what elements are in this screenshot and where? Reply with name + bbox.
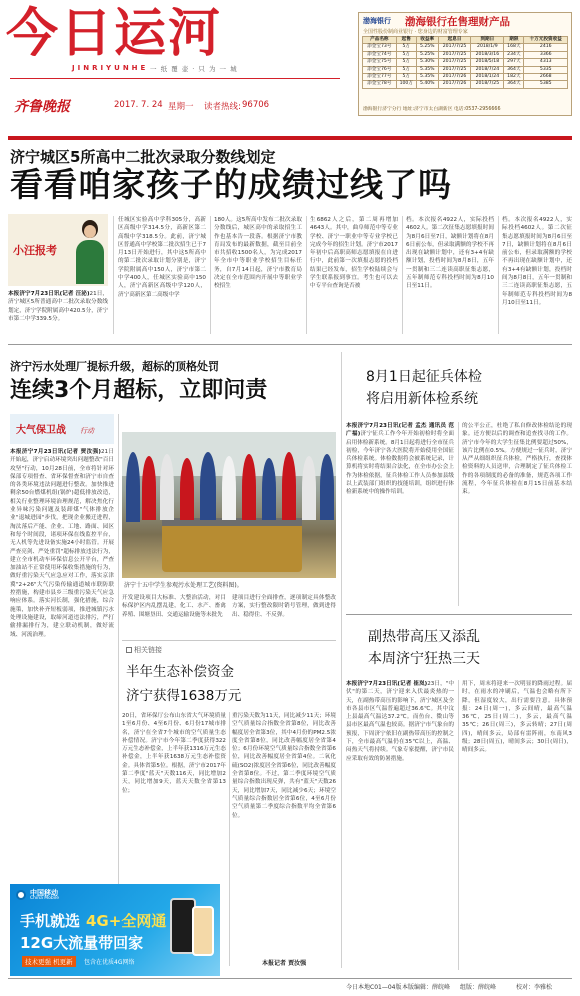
sewage-kicker: 济宁污水处理厂提标升级，超标的顶格处罚: [10, 360, 219, 373]
ad-line1b: 4G+全网通: [86, 912, 167, 930]
table-cell: 2017/7/26: [438, 74, 471, 81]
related-link-label: [126, 645, 162, 655]
lead-col6-text: 档。本次报名4922人，实际投档4602人。第二次征集志愿填报时间为8月6日至7日，缺额计划将在8月6日前公布，但录取满额的学校不再出现在缺额计划中，还有3+4有缺额计划，投档时间为8月8日，五年一贯制和三二连读高职征集志愿，五年制师范专科投档时间为8月10日至11日。: [502, 217, 572, 306]
reporter-avatar: [76, 220, 104, 284]
table-cell: 5万: [396, 66, 416, 73]
heat-col1-text: 23日，"中伏"的第二天，济宁迎来入伏最炎热的一天，在副热带高压的影响下，济宁城区及全市各县市区气温普遍超过36.6℃。其中汶上县最高气温达37.2℃。而鱼台、微山等县市区最高气温也较高。据济宁市气象台的预报，下周济宁依旧在副热带高压的控制之下，全市最高气温仍在35℃以上，高温、闷热天气将持续。气象专家提醒，济宁市民应采取有效的防暑措施。: [346, 681, 454, 762]
table-cell: 4313: [524, 59, 568, 66]
table-header: 起售: [396, 37, 416, 44]
ad-brand-en: China Mobile: [30, 896, 60, 901]
table-row: [363, 81, 568, 88]
eco-col2: 重污染天数为11天，同比减少11天；环境空气质量综合指数全省第8位，同比改善幅度居全省第3位，其中4月份的PM2.5浓度全省第8位，同比改善幅度居全省第4位；6月份环境空气质量综合指数全省第6位，同比改善幅度居全省第4位。二氧化硫(SO2)浓度居全省第6位，同比改善幅度全省第8位。不过，第二季度环境空气质量综合指数出现反弹，共有"蓝天"天数26天，同比增加7天，同比减少6天；环境空气质量综合指数居全省第6位，4至6月份空气质量第二季度综合指数平均全省第6位。: [232, 713, 336, 819]
table-cell: 3366: [524, 51, 568, 58]
ad-tag: 技术更强 机更新: [22, 956, 76, 967]
masthead-title: 今日运河: [6, 4, 223, 64]
sewage-left-text: 21日开始起，济宁启动环境突出问题整改"百日攻坚"行动，10月28日前，全市将针对环保部专项督查、省环保督查和济宁市自查的各类环境违法问题进行整改。加快推进剩余50台燃煤机组(锅炉)超低排放改造，相关行业整理环境治理规范，解决焦化行业异味污染问题及装卸煤"气体排放企业"退城进园"步伐，把现企业搬迁进程，淘汰落后产能、企业、工地、路面、园区和每个时间段，诸项环保在线监控平台，无人机等先进设备实施24小时监管。开展严查亮剑、严处重罚"超标排放违法行为，建立全市机动车环保信息公开平台，严查加油站不正常使用环保收集措施的行为，做好重污染天气应急应对工作，落实京津冀"2+26"大气污染传输通道城市联防联控措施，构建市县乡三级重污染天气应急响应体系。落实河长制，强化措施，综合施策，加快补齐短板弱项，推进城镇污水处理设施建设，取缔河道违法排污，严打偷排漏排行为，建立联动机制，做好流域、河流治理。: [10, 449, 114, 638]
table-cell: 5.35%: [416, 74, 438, 81]
table-cell: 添金宝78号: [363, 81, 397, 88]
footer-designer: 组版：薛皖峰: [460, 984, 497, 991]
table-cell: 5.30%: [416, 59, 438, 66]
hotline-label: 读者热线:: [204, 102, 241, 112]
bank-ad[interactable]: [358, 12, 572, 116]
lead-byline: 本报济宁7月23日讯(记者 汪泌): [8, 291, 90, 297]
heat-col2: 用下，周末将迎来一次明显的降雨过程。届时，在雨水的冲刷后，气温也会略有所下降，但湿度较大，出行需要注意。具体预报：24日(周一)，多云间晴，最高气温36℃，25日(周二)，多云，最高气温35℃；26日(周三)，多云转晴；27日(周四)，晴间多云，局部有雷阵雨，东南风3级；28日(周五)，晴间多云；30日(周日)，晴间多云。: [462, 681, 572, 754]
eco-subhead-1: 半年生态补偿资金: [126, 664, 234, 680]
army-col1: [346, 422, 454, 606]
army-col1-text: 济宁征兵工作今年开始初检时将全面启用体检新系统。8月1日起将进行全市征兵初检，今年济宁各大医院将开始使用全国征兵体检系统。体检数据将会被系统记录，计算机将实时将结果合法化，在全市办公会上作为体检依据，征兵体检工作人员参加县级以上武装部门组织的技能培训，组织进行体检新系统中的操作培训。: [346, 431, 454, 496]
table-cell: 5.35%: [416, 66, 438, 73]
table-cell: 添金宝74号: [363, 51, 397, 58]
related-link-icon: [126, 647, 132, 653]
table-cell: 2018/5/18: [471, 59, 504, 66]
table-cell: 5万: [396, 44, 416, 51]
bank-name: 渤海银行: [363, 17, 391, 25]
table-cell: 5万: [396, 51, 416, 58]
column-tag: 小汪报考: [13, 244, 57, 257]
ad-brand: 中国移动: [30, 889, 58, 897]
eco-subhead-2: 济宁获得1638万元: [126, 688, 242, 704]
footer-editor: 本版编辑：薛皖峰: [402, 984, 451, 991]
china-mobile-ad[interactable]: [10, 884, 220, 976]
sewage-photo: [122, 432, 336, 578]
table-cell: 2018/7/25: [471, 81, 504, 88]
bank-ad-title: 渤海银行在售理财产品: [405, 16, 510, 28]
phone-image: [192, 906, 214, 956]
masthead-pinyin: JINRIYUNHE: [72, 64, 149, 72]
table-header-row: [363, 37, 568, 44]
table-cell: 234天: [504, 51, 524, 58]
table-cell: 5.40%: [416, 81, 438, 88]
heat-col1: [346, 680, 454, 970]
bank-product-table: [362, 36, 568, 89]
table-cell: 2416: [524, 44, 568, 51]
column-tag-box: [8, 214, 108, 286]
bank-ad-subtitle: 全国性股份制商业银行 · 您身边的财富管理专家: [363, 29, 468, 35]
table-header: 十万元投资收益: [524, 37, 568, 44]
table-cell: 2018/3/16: [471, 51, 504, 58]
sewage-byline: 本报济宁7月23日讯(记者 贾汝强): [10, 449, 101, 455]
sewage-mid-col2: 建项目进行全面排查，逐项制定具体整改方案，实行整改限时销号管理，做到进得出、稳得住、不反弹。: [232, 595, 336, 618]
army-headline-2: 将启用新体检系统: [366, 391, 478, 407]
ad-tag2: 包含在优质4G网络: [84, 959, 135, 966]
table-cell: 添金宝75号: [363, 59, 397, 66]
heat-headline-2: 本周济宁狂热三天: [368, 651, 480, 667]
table-cell: 5.25%: [416, 44, 438, 51]
paper-logo: 齐鲁晚报: [14, 99, 70, 115]
table-cell: 添金宝73号: [363, 44, 397, 51]
table-cell: 2018/7/24: [471, 66, 504, 73]
photo-caption: 济宁十五中学生参观污水处理工艺(资料图)。: [124, 582, 243, 589]
heat-byline: 本报济宁7月23日讯(记者 崔岚): [346, 681, 428, 687]
table-cell: 364天: [504, 66, 524, 73]
table-cell: 2017/7/25: [438, 44, 471, 51]
table-header: 期限: [504, 37, 524, 44]
table-cell: 100万: [396, 81, 416, 88]
table-row: [363, 44, 568, 51]
ad-line1: 手机就选: [20, 912, 81, 930]
hotline-number: 96706: [242, 100, 270, 110]
table-row: [363, 66, 568, 73]
table-cell: 168天: [504, 44, 524, 51]
air-campaign-tag: [10, 414, 114, 444]
footer-page-info: 今日本地C01—04版: [346, 984, 402, 991]
table-cell: 2017/7/25: [438, 66, 471, 73]
table-header: 起息日: [438, 37, 471, 44]
table-cell: 5385: [524, 81, 568, 88]
table-row: [363, 51, 568, 58]
army-headline-1: 8月1日起征兵体检: [366, 369, 482, 385]
campaign-tag-text: 大气保卫战: [16, 425, 66, 436]
lead-byline-col: [8, 290, 108, 334]
masthead-slogan: 一 纸 覆 壶 · 只 为 一 城: [150, 65, 238, 73]
table-header: 收益率: [416, 37, 438, 44]
eco-col1: 20日，省环保厅公布山东省大气环境质量1至6月份、4至6月份、6月份17城市排名，济宁在全省7个城市的空气质量生态补偿情况。济宁市今年第二季度获得322万元生态补偿金，上半年获1316万元生态补偿金，上半年获1638万元生态补偿资金。具体省第5位。根据，济宁市2017年第二季度"蓝天"天数116天，同比增加2天，同比增加9天，蓝天天数全省第13位；: [122, 713, 226, 794]
bank-ad-footer: 渤海银行济宁分行 地址:济宁市太白湖新区 电话:0537-2956666: [363, 107, 501, 112]
related-link-text: 相关链接: [134, 646, 162, 654]
table-cell: 2017/7/25: [438, 51, 471, 58]
table-cell: 2017/7/25: [438, 59, 471, 66]
table-cell: 364天: [504, 81, 524, 88]
lead-col2-text: 任城区实验高中学科305分，高新区高级中学314.5分，高新区第二高级中学318.5分。此前，济宁城区普通高中学校第二批次招生已于7月13日开始进行，其中这5所高中的第二批次录取计划分别是，济宁学院附属高中150人，济宁市第二中学400人，任城区实验高中150人，济宁高新区高级中学120人，济宁高新区第二高级中学: [118, 217, 206, 298]
table-cell: 5335: [524, 66, 568, 73]
table-row: [363, 59, 568, 66]
lead-kicker: 济宁城区5所高中二批次录取分数线划定: [10, 148, 276, 166]
table-cell: 添金宝76号: [363, 66, 397, 73]
sewage-headline: 连续3个月超标，立即问责: [10, 378, 268, 403]
table-cell: 297天: [504, 59, 524, 66]
table-cell: 添金宝77号: [363, 74, 397, 81]
table-cell: 182天: [504, 74, 524, 81]
lead-col4-text: 生6862人之后，第二周再增加4643人。其中，曲阜师范中等专业学校、济宁一职业中等专业学校已完成今年的招生计划。济宁市2017年初中后高职高师志愿填报在自进行中，此前第一次填报志愿的投档结果已经发布，招生学校陆续会与学生联系报到事宜。考生也可以去中专平台查询是否被: [310, 217, 398, 290]
issue-weekday: 星期一: [168, 102, 194, 112]
table-cell: 5.25%: [416, 51, 438, 58]
table-cell: 2018/1/9: [471, 44, 504, 51]
lead-col1-text: 21日，济宁城区5所普通高中二批次录取分数线划定，济宁学院附属高中420.5分，济宁市第二中学339.5分。: [8, 291, 108, 322]
table-cell: 5万: [396, 74, 416, 81]
table-cell: 2668: [524, 74, 568, 81]
ad-line2: 12G大流量带回家: [20, 934, 144, 952]
table-cell: 2018/1/24: [471, 74, 504, 81]
lead-headline: 看看咱家孩子的成绩过线了吗: [10, 165, 452, 204]
lead-col3-text: 180人。这5所高中发布二批次录取分数线后，城区高中的录取招生工作也基本告一段落。根据济宁市教育局发布的最新数据，截至目前全市共招收1500名人，为完成2017年全市中等职业学校招生目标任务，自7月14日起，济宁市教育局决定在全市范围内开展中等职业学校招生: [214, 217, 302, 290]
table-cell: 2017/7/26: [438, 81, 471, 88]
table-row: [363, 74, 568, 81]
table-header: 产品名称: [363, 37, 397, 44]
army-byline: 本报济宁7月23日讯(记者 孟杰 通讯员 范广福): [346, 423, 454, 438]
table-header: 到期日: [471, 37, 504, 44]
footer-proof: 校对：李雅松: [516, 984, 553, 991]
table-cell: 5万: [396, 59, 416, 66]
heat-headline-1: 副热带高压又添乱: [368, 629, 480, 645]
eco-byline: 本报记者 贾汝强: [262, 960, 307, 967]
china-mobile-logo-icon: [16, 890, 26, 900]
campaign-tag-suffix: 行动: [80, 427, 94, 435]
sewage-mid-col1: 开发建设项目大标准、大整治活动，对目标保护区内乱摆乱建，化工、水产、畜禽养殖、围塘垦田、交通运输设施等未批先: [122, 595, 226, 618]
issue-date: 2017. 7. 24: [114, 100, 163, 110]
lead-col5-text: 档。本次报名4922人，实际投档4602人。第二次征集志愿填报时间为8月6日至7日，缺额计划将在8月6日前公布，但录取满额的学校不再出现在缺额计划中，还有3+4有缺额计划，投档时间为8月8日，五年一贯制和三二连读高职征集志愿，五年制师范专科投档时间为8月10日至11日。: [406, 217, 494, 290]
army-col2: 的公平公正，杜绝了私自修改体检结论的现象。还方便以后的调查和追查找寻的工作。济宁市今年的大学生征集比例要超过50%，该片比例在0.5%。方便规过一征兵时，济宁从严从细组织征兵体检，严格执行，查找体检资料的人员送审，合理制定了征兵体检工作的各项制度的必备的准备，规范各项工作流程，今年征兵体检在8月15日前基本结束。: [462, 423, 572, 496]
